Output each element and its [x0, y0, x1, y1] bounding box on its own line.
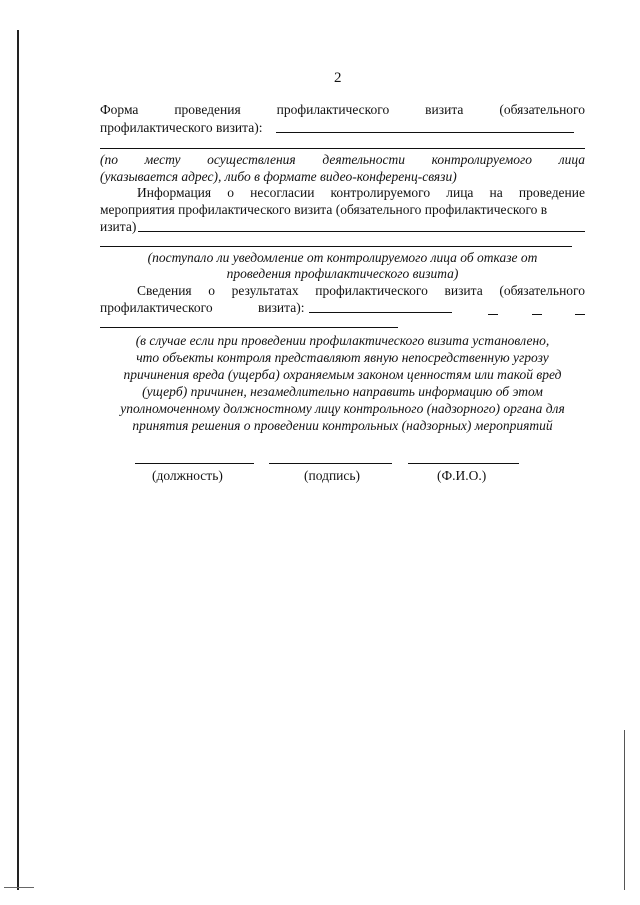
results-hint-line-3: причинения вреда (ущерба) охраняемым законом ценностям или такой вред: [123, 367, 562, 382]
results-line-2-part-1: профилактического: [100, 300, 213, 315]
disagreement-line-2: мероприятия профилактического визита (обязательного профилактического в: [100, 202, 548, 217]
position-signature-line: [135, 463, 254, 464]
disagreement-input-line: [138, 231, 585, 232]
scan-mark-bottom: [4, 887, 34, 888]
results-hint-line-2: что объекты контроля представляют явную непосредственную угрозу: [136, 350, 549, 365]
visit-form-line-2: профилактического визита):: [100, 120, 263, 135]
position-label: (должность): [152, 468, 223, 483]
name-label: (Ф.И.О.): [437, 468, 487, 483]
results-hint-line-5: уполномоченному должностному лицу контрольного (надзорного) органа для: [120, 401, 565, 416]
page-number: 2: [334, 70, 342, 86]
visit-form-hint-line-2: (указывается адрес), либо в формате видео-конференц-связи): [100, 169, 457, 184]
signature-label: (подпись): [304, 468, 361, 483]
visit-form-input-line-2: [100, 148, 585, 149]
results-line-2-part-2: визита):: [258, 300, 305, 315]
results-dash-1: [488, 314, 498, 315]
results-dash-3: [575, 314, 585, 315]
disagreement-hint-line-1: (поступало ли уведомление от контролируемого лица об отказе от: [147, 250, 538, 265]
results-line-1: Сведения о результатах профилактического визита (обязательного: [137, 283, 585, 298]
scan-edge-right: [624, 730, 625, 890]
visit-form-line-1: Форма проведения профилактического визита (обязательного: [100, 102, 585, 117]
disagreement-input-line-2: [100, 246, 572, 247]
visit-form-hint-line-1: (по месту осуществления деятельности контролируемого лица: [100, 152, 585, 167]
results-dash-2: [532, 314, 542, 315]
results-input-line-2: [100, 327, 398, 328]
results-hint-line-1: (в случае если при проведении профилактического визита установлено,: [135, 333, 550, 348]
results-input-line: [309, 312, 452, 313]
disagreement-line-3: изита): [100, 219, 137, 234]
visit-form-input-line: [276, 132, 574, 133]
name-signature-line: [408, 463, 519, 464]
scan-edge-left: [17, 30, 19, 890]
disagreement-line-1: Информация о несогласии контролируемого лица на проведение: [137, 185, 585, 200]
signature-line: [269, 463, 392, 464]
results-hint-line-6: принятия решения о проведении контрольных (надзорных) мероприятий: [132, 418, 553, 433]
results-hint-line-4: (ущерб) причинен, незамедлительно направить информацию об этом: [142, 384, 543, 399]
disagreement-hint-line-2: проведения профилактического визита): [226, 266, 459, 281]
